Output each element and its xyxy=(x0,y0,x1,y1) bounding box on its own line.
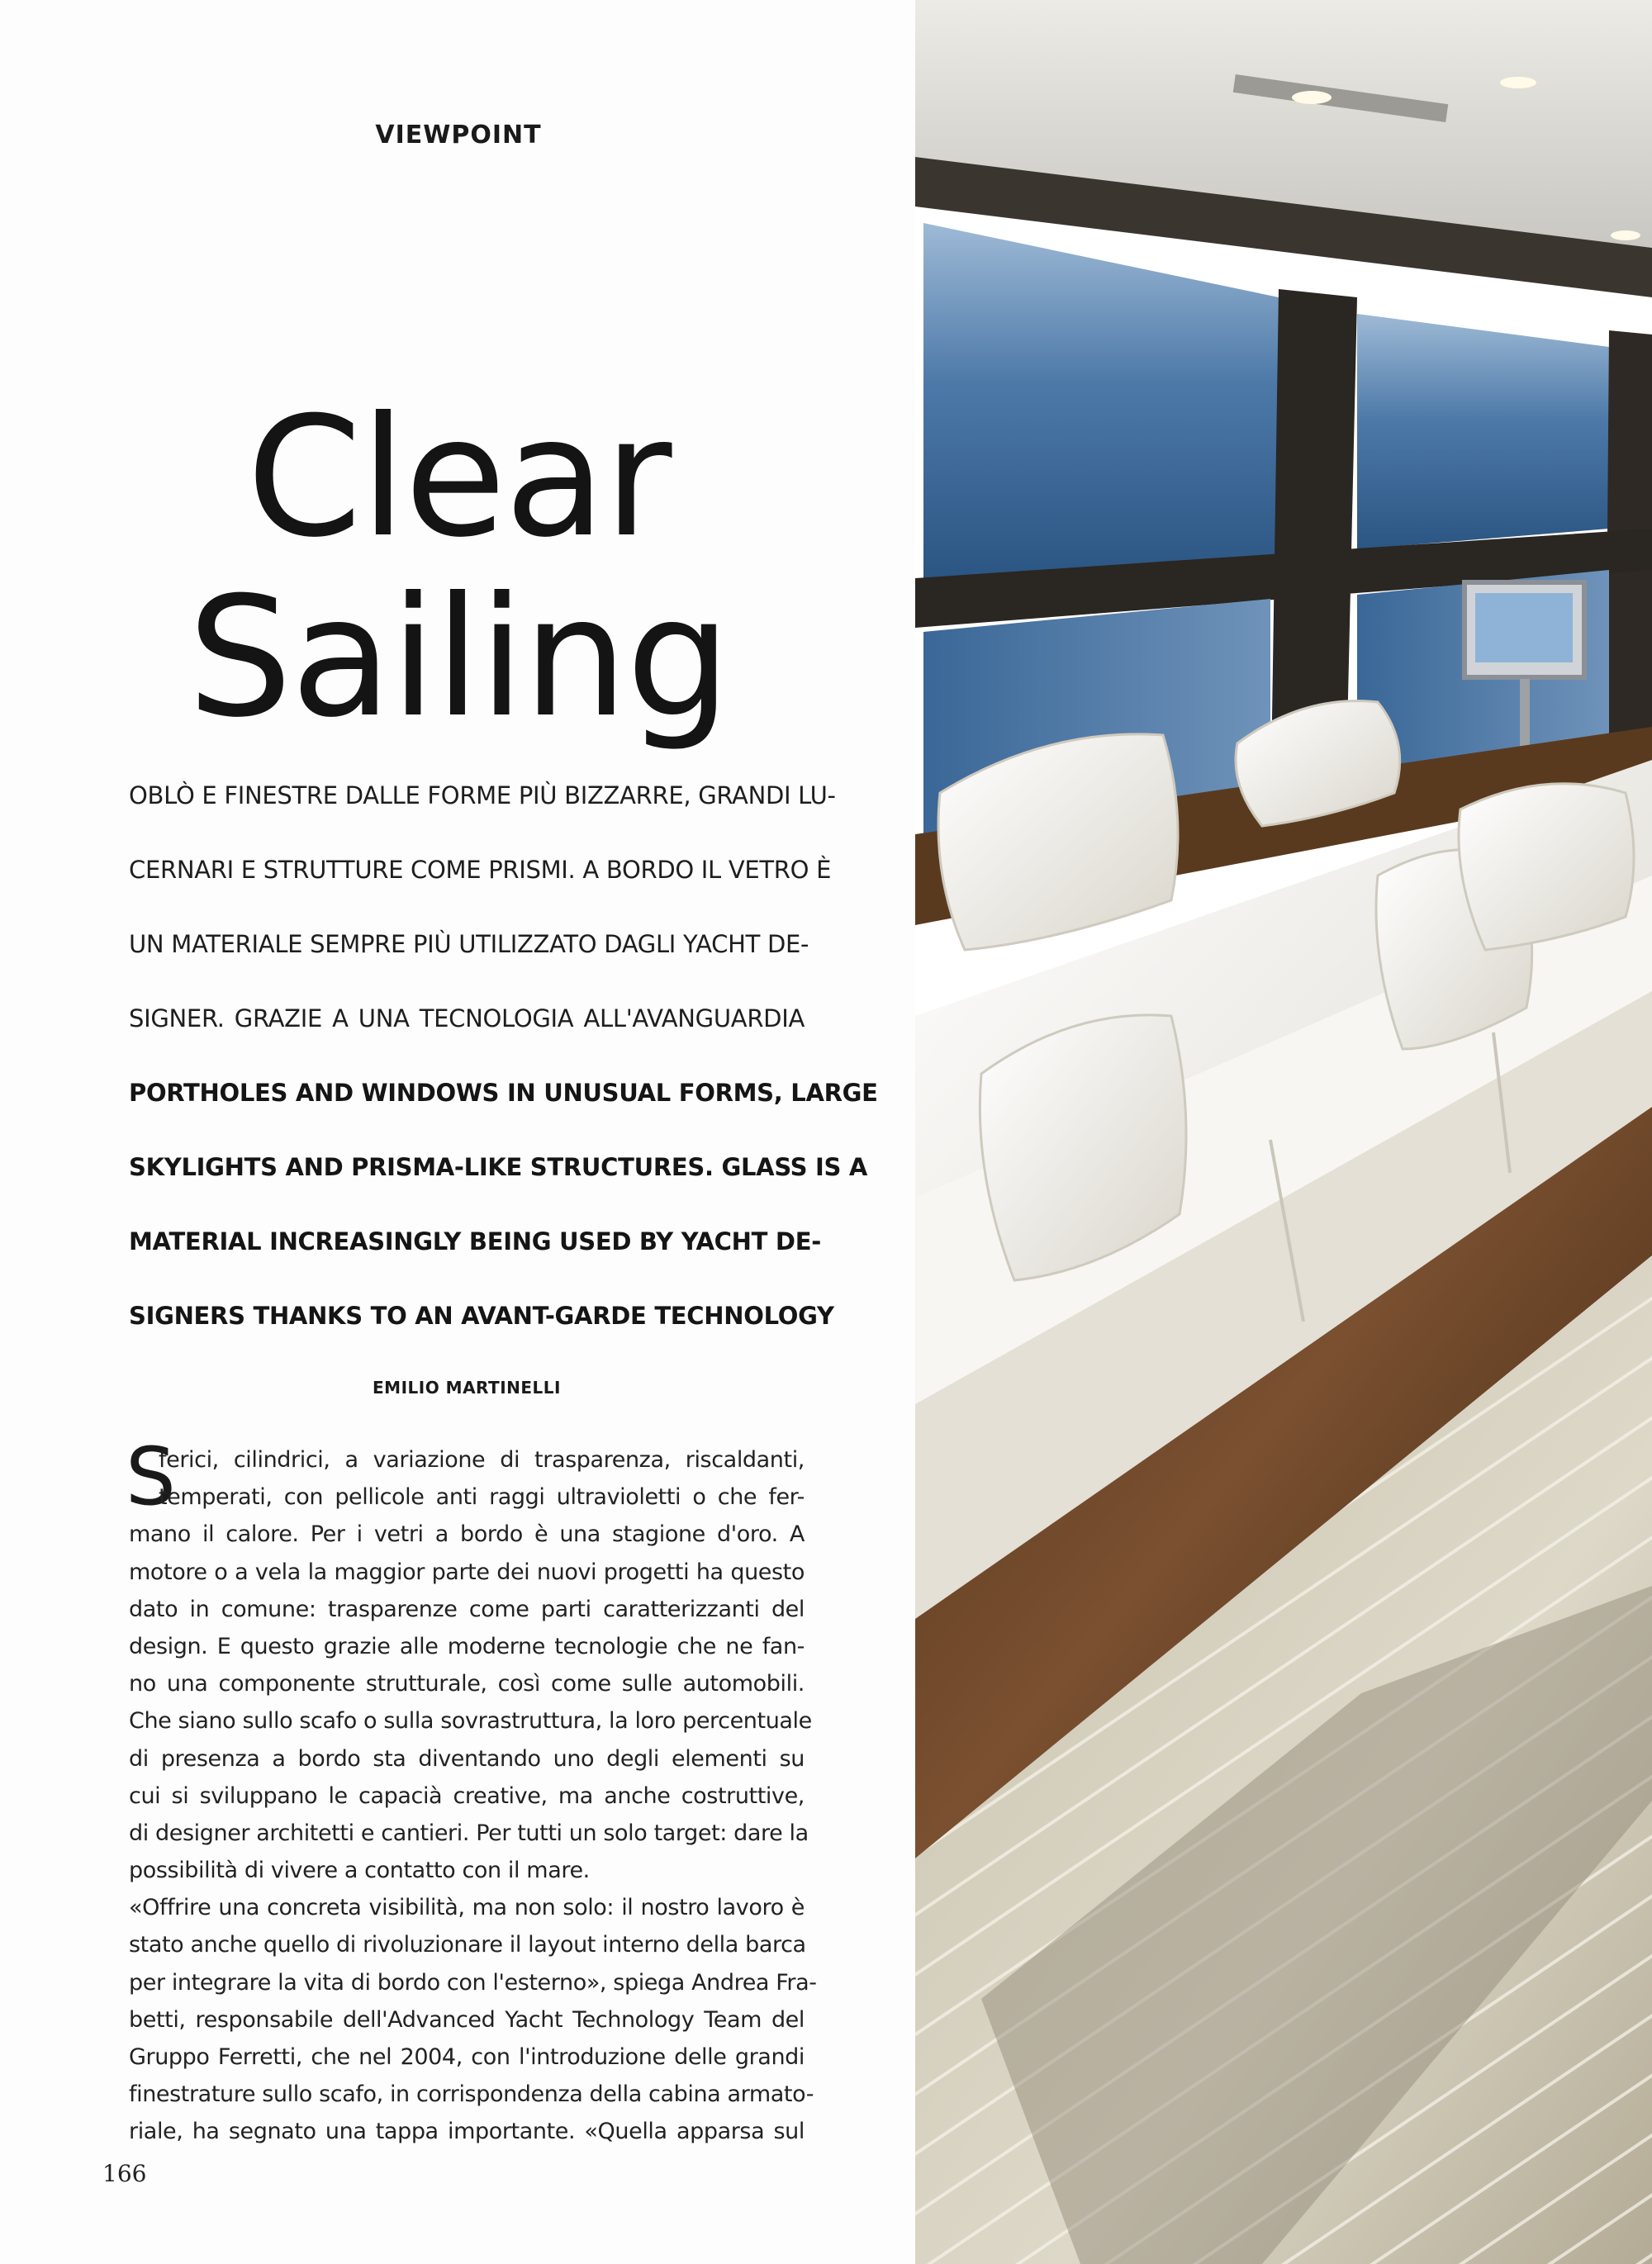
author-byline: EMILIO MARTINELLI xyxy=(373,1378,561,1398)
article-title xyxy=(0,382,917,754)
title-line-2: Sailing xyxy=(188,562,729,754)
lead-line: SIGNERS THANKS TO AN AVANT-GARDE TECHNOLOGY xyxy=(129,1302,834,1330)
body-line: cui si sviluppano le capacià creative, ma anche costruttive, xyxy=(129,1782,805,1809)
body-line: possibilità di vivere a contatto con il mare. xyxy=(129,1858,590,1884)
lead-line: MATERIAL INCREASINGLY BEING USED BY YACHT DE- xyxy=(129,1227,821,1255)
lead-line: SIGNER. GRAZIE A UNA TECNOLOGIA ALL'AVANGUARDIA xyxy=(129,1004,805,1032)
yacht-interior-photo xyxy=(915,0,1652,2264)
lead-line: UN MATERIALE SEMPRE PIÙ UTILIZZATO DAGLI YACHT DE- xyxy=(129,930,809,958)
article-body xyxy=(129,1441,817,2151)
body-line: ferici, cilindrici, a variazione di trasparenza, riscaldanti, xyxy=(159,1447,805,1473)
body-line: betti, responsabile dell'Advanced Yacht Technology Team del xyxy=(129,2006,805,2033)
body-line: dato in comune: trasparenze come parti caratterizzanti del xyxy=(129,1596,805,1622)
body-line: riale, ha segnato una tappa importante. «Quella apparsa sul xyxy=(129,2119,805,2145)
lead-line: OBLÒ E FINESTRE DALLE FORME PIÙ BIZZARRE, GRANDI LU- xyxy=(129,781,836,809)
body-line: mano il calore. Per i vetri a bordo è una stagione d'oro. A xyxy=(129,1521,805,1548)
body-line: «Offrire una concreta visibilità, ma non solo: il nostro lavoro è xyxy=(129,1895,805,1921)
yacht-interior-illustration xyxy=(915,0,1652,2264)
page-number: 166 xyxy=(102,2160,147,2187)
body-line: temperati, con pellicole anti raggi ultravioletti o che fer- xyxy=(159,1484,805,1511)
lead-english xyxy=(129,1056,878,1353)
section-label: VIEWPOINT xyxy=(375,121,542,150)
lead-line: PORTHOLES AND WINDOWS IN UNUSUAL FORMS, LARGE xyxy=(129,1079,878,1107)
body-line: no una componente strutturale, così come sulle automobili. xyxy=(129,1671,805,1697)
body-line: stato anche quello di rivoluzionare il layout interno della barca xyxy=(129,1932,806,1958)
body-line: finestrature sullo scafo, in corrispondenza della cabina armato- xyxy=(129,2081,814,2108)
lead-line: SKYLIGHTS AND PRISMA-LIKE STRUCTURES. GLASS IS A xyxy=(129,1153,868,1181)
body-line: di designer architetti e cantieri. Per tutti un solo target: dare la xyxy=(129,1820,809,1846)
body-line: motore o a vela la maggior parte dei nuovi progetti ha questo xyxy=(129,1559,805,1585)
lead-line: CERNARI E STRUTTURE COME PRISMI. A BORDO IL VETRO È xyxy=(129,856,832,884)
lead-italian xyxy=(129,758,836,1056)
body-line: design. E questo grazie alle moderne tecnologie che ne fan- xyxy=(129,1633,805,1659)
body-line: Che siano sullo scafo o sulla sovrastruttura, la loro percentuale xyxy=(129,1708,812,1735)
body-line: per integrare la vita di bordo con l'esterno», spiega Andrea Fra- xyxy=(129,1969,817,1996)
title-line-1: Clear xyxy=(246,382,671,574)
body-line: Gruppo Ferretti, che nel 2004, con l'introduzione delle grandi xyxy=(129,2044,805,2070)
drop-cap: S xyxy=(126,1431,176,1523)
body-line: di presenza a bordo sta diventando uno degli elementi su xyxy=(129,1745,805,1772)
